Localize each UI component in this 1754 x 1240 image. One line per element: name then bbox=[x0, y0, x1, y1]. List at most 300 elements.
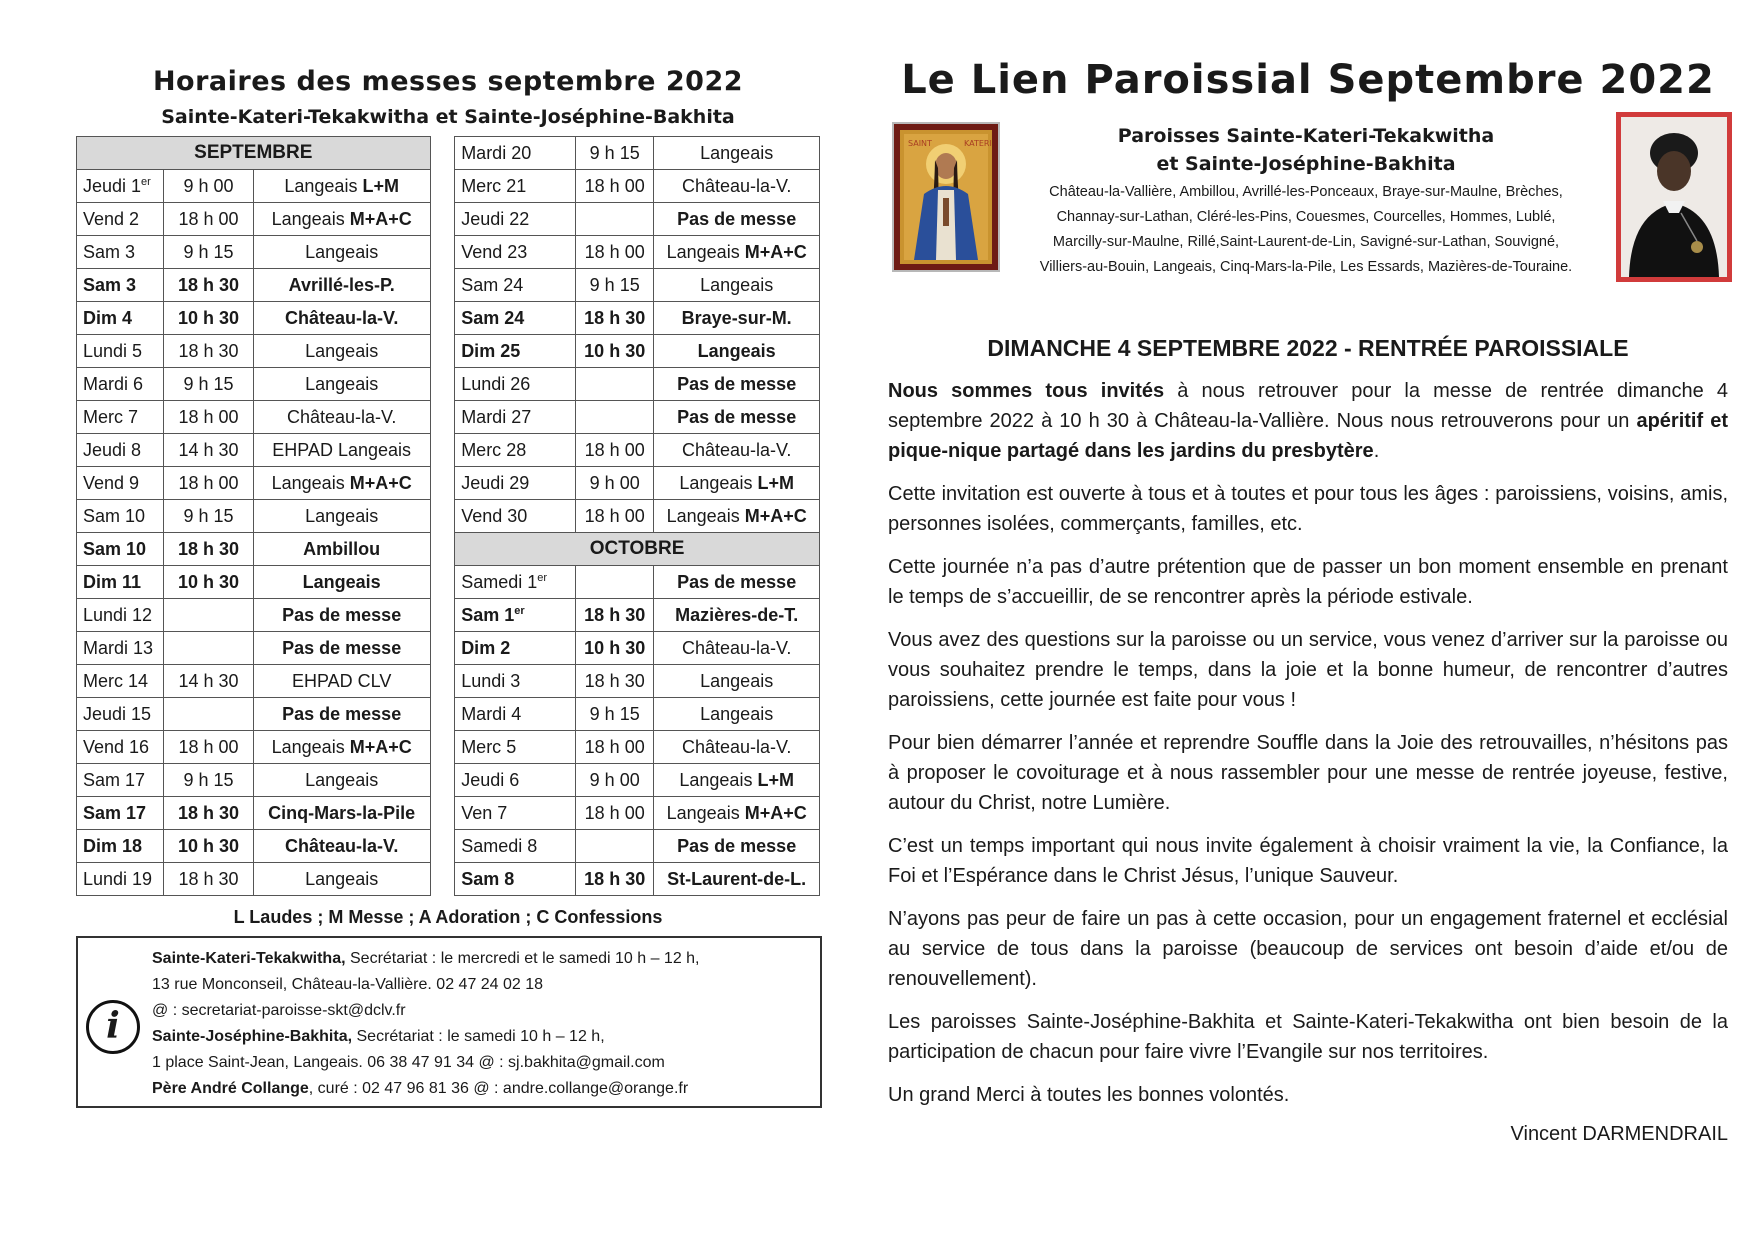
schedule-day-text: Sam 24 bbox=[461, 307, 525, 328]
schedule-day-text: Dim 4 bbox=[83, 307, 133, 328]
schedule-place bbox=[654, 632, 820, 665]
article-paragraph-2: Cette invitation est ouverte à tous et à toutes et pour tous les âges : paroissiens, voisins, amis, personnes isolées, commerçants, familles, etc. bbox=[888, 483, 1728, 535]
schedule-day-text: Vend 23 bbox=[461, 241, 528, 262]
schedule-time: 9 h 00 bbox=[164, 170, 254, 203]
schedule-day-text: Merc 5 bbox=[461, 736, 517, 757]
contact-line-5: 1 place Saint-Jean, Langeais. 06 38 47 91 34 @ : sj.bakhita@gmail.com bbox=[152, 1054, 665, 1071]
column-separator bbox=[430, 137, 455, 170]
schedule-day-text: Dim 18 bbox=[83, 835, 143, 856]
schedule-time: 10 h 30 bbox=[164, 302, 254, 335]
column-separator bbox=[430, 533, 455, 566]
schedule-place-text: Langeais bbox=[284, 175, 363, 196]
schedule-place bbox=[654, 467, 820, 500]
schedule-office-codes: M+A+C bbox=[744, 505, 807, 526]
mass-schedule-panel bbox=[76, 56, 820, 1108]
schedule-day bbox=[77, 500, 164, 533]
towns-line-3: Marcilly-sur-Maulne, Rillé,Saint-Laurent-de-Lin, Savigné-sur-Lathan, Souvigné, bbox=[1052, 234, 1560, 250]
schedule-day bbox=[455, 401, 576, 434]
schedule-time: 10 h 30 bbox=[576, 335, 654, 368]
bulletin-header bbox=[888, 112, 1728, 292]
table-row bbox=[77, 335, 820, 368]
schedule-place-text: Château-la-V. bbox=[681, 736, 792, 757]
schedule-place bbox=[253, 830, 430, 863]
contact-line-6 bbox=[152, 1076, 700, 1102]
schedule-place-text: Cinq-Mars-la-Pile bbox=[268, 802, 416, 823]
schedule-day-text: Sam 24 bbox=[461, 274, 524, 295]
article-signature: Vincent DARMENDRAIL bbox=[1510, 1123, 1728, 1145]
schedule-time: 9 h 15 bbox=[576, 269, 654, 302]
table-row bbox=[77, 302, 820, 335]
article-headline: DIMANCHE 4 SEPTEMBRE 2022 - RENTRÉE PAROISSIALE bbox=[987, 335, 1629, 361]
schedule-day-text: Lundi 3 bbox=[461, 670, 521, 691]
schedule-place-text: Pas de messe bbox=[677, 835, 797, 856]
schedule-day bbox=[455, 467, 576, 500]
schedule-day-text: Vend 2 bbox=[83, 208, 140, 229]
schedule-day bbox=[77, 236, 164, 269]
schedule-place bbox=[654, 698, 820, 731]
contact-priest-name: Père André Collange bbox=[152, 1080, 309, 1097]
column-separator bbox=[430, 599, 455, 632]
schedule-day-text: Sam 10 bbox=[83, 538, 147, 559]
schedule-time bbox=[164, 698, 254, 731]
article-body bbox=[888, 376, 1728, 1110]
schedule-time: 18 h 00 bbox=[576, 434, 654, 467]
table-row bbox=[77, 368, 820, 401]
schedule-day bbox=[77, 401, 164, 434]
schedule-day-text: Vend 30 bbox=[461, 505, 528, 526]
schedule-title: Horaires des messes septembre 2022 bbox=[152, 66, 744, 97]
schedule-place-text: Langeais bbox=[700, 142, 774, 163]
column-separator bbox=[430, 335, 455, 368]
schedule-time: 14 h 30 bbox=[164, 665, 254, 698]
schedule-place bbox=[654, 566, 820, 599]
schedule-place bbox=[654, 236, 820, 269]
schedule-day bbox=[77, 566, 164, 599]
table-row bbox=[77, 500, 820, 533]
schedule-day bbox=[77, 599, 164, 632]
schedule-place bbox=[654, 302, 820, 335]
table-row bbox=[77, 599, 820, 632]
schedule-place-text: St-Laurent-de-L. bbox=[667, 868, 807, 889]
schedule-day-text: Lundi 12 bbox=[83, 604, 153, 625]
column-separator bbox=[430, 566, 455, 599]
schedule-time bbox=[164, 599, 254, 632]
october-header: OCTOBRE bbox=[455, 533, 820, 566]
schedule-place-text: Langeais bbox=[700, 274, 774, 295]
parish-info bbox=[1006, 122, 1606, 280]
schedule-place-text: Langeais bbox=[305, 340, 379, 361]
schedule-day bbox=[455, 599, 576, 632]
schedule-day bbox=[77, 797, 164, 830]
schedule-place bbox=[253, 632, 430, 665]
ordinal-suffix: er bbox=[537, 571, 548, 584]
schedule-time bbox=[576, 401, 654, 434]
schedule-place-text: Langeais bbox=[700, 670, 774, 691]
schedule-place bbox=[654, 170, 820, 203]
column-separator bbox=[430, 368, 455, 401]
schedule-day bbox=[455, 236, 576, 269]
p1-bold-end: apéritif et pique-nique partagé dans les jardins du presbytère bbox=[888, 410, 1728, 462]
schedule-day-text: Vend 16 bbox=[83, 736, 150, 757]
schedule-time: 18 h 00 bbox=[164, 203, 254, 236]
schedule-day-text: Jeudi 22 bbox=[461, 208, 530, 229]
column-separator bbox=[430, 830, 455, 863]
schedule-day-text: Lundi 19 bbox=[83, 868, 153, 889]
schedule-place-text: Château-la-V. bbox=[284, 835, 399, 856]
schedule-day bbox=[455, 170, 576, 203]
september-header: SEPTEMBRE bbox=[77, 137, 431, 170]
schedule-place bbox=[253, 401, 430, 434]
schedule-day bbox=[77, 368, 164, 401]
schedule-place bbox=[253, 731, 430, 764]
saint-kateri-icon-image bbox=[892, 122, 1000, 272]
column-separator bbox=[430, 863, 455, 896]
schedule-day-text: Dim 11 bbox=[83, 571, 142, 592]
schedule-time: 10 h 30 bbox=[576, 632, 654, 665]
schedule-time: 9 h 15 bbox=[164, 764, 254, 797]
p1-middle: à nous retrouver pour la messe de rentrée dimanche 4 septembre 2022 à 10 h 30 à Château-la-Vallière. Nous nous retrouverons pour un bbox=[888, 380, 1728, 432]
schedule-office-codes: M+A+C bbox=[744, 241, 807, 262]
article-paragraph-5: Pour bien démarrer l’année et reprendre Souffle dans la Joie des retrouvailles, n’hésitons pas à proposer le covoiturage et à nous rassembler pour une messe de rentrée joyeuse, festive, autour du Christ, notre Lumière. bbox=[888, 732, 1728, 814]
schedule-day bbox=[455, 368, 576, 401]
schedule-day-text: Sam 17 bbox=[83, 802, 147, 823]
parish-name-line-1: Paroisses Sainte-Kateri-Tekakwitha bbox=[1117, 125, 1495, 147]
schedule-place bbox=[253, 599, 430, 632]
schedule-time: 9 h 15 bbox=[576, 137, 654, 170]
schedule-day bbox=[77, 632, 164, 665]
schedule-day bbox=[77, 698, 164, 731]
schedule-time: 18 h 30 bbox=[164, 533, 254, 566]
schedule-time bbox=[576, 830, 654, 863]
table-row bbox=[77, 632, 820, 665]
schedule-place bbox=[253, 236, 430, 269]
schedule-day-text: Jeudi 1 bbox=[83, 175, 142, 196]
schedule-place-text: Pas de messe bbox=[282, 604, 402, 625]
schedule-place bbox=[654, 368, 820, 401]
schedule-place-text: Pas de messe bbox=[282, 703, 402, 724]
schedule-time bbox=[164, 632, 254, 665]
schedule-place-text: Mazières-de-T. bbox=[675, 604, 799, 625]
contact-lines bbox=[152, 946, 700, 1102]
schedule-time: 18 h 00 bbox=[576, 731, 654, 764]
contact-sjb-hours: Secrétariat : le samedi 10 h – 12 h, bbox=[352, 1028, 605, 1045]
table-row bbox=[77, 269, 820, 302]
schedule-time: 18 h 30 bbox=[576, 863, 654, 896]
schedule-day-text: Samedi 8 bbox=[461, 835, 538, 856]
schedule-place-text: Château-la-V. bbox=[286, 406, 397, 427]
column-separator bbox=[430, 764, 455, 797]
schedule-time: 18 h 30 bbox=[164, 797, 254, 830]
contact-sjb-name: Sainte-Joséphine-Bakhita, bbox=[152, 1028, 353, 1045]
schedule-place bbox=[253, 368, 430, 401]
schedule-day-text: Merc 7 bbox=[83, 406, 139, 427]
schedule-place bbox=[253, 863, 430, 896]
contact-line-3: @ : secretariat-paroisse-skt@dclv.fr bbox=[152, 1002, 406, 1019]
schedule-day-text: Merc 21 bbox=[461, 175, 527, 196]
schedule-day-text: Samedi 1 bbox=[461, 571, 538, 592]
contact-line-1 bbox=[152, 946, 700, 972]
p1-period: . bbox=[1373, 440, 1380, 462]
schedule-place-text: Ambillou bbox=[303, 538, 381, 559]
article-paragraph-1 bbox=[888, 376, 1728, 466]
contact-line-4 bbox=[152, 1024, 700, 1050]
table-row bbox=[77, 236, 820, 269]
table-row bbox=[77, 401, 820, 434]
schedule-place bbox=[654, 863, 820, 896]
schedule-place bbox=[253, 566, 430, 599]
schedule-day bbox=[455, 500, 576, 533]
schedule-day-text: Mardi 20 bbox=[461, 142, 532, 163]
schedule-subtitle: Sainte-Kateri-Tekakwitha et Sainte-Joséphine-Bakhita bbox=[161, 106, 735, 128]
schedule-time: 18 h 00 bbox=[164, 401, 254, 434]
schedule-place-text: Langeais bbox=[305, 769, 379, 790]
schedule-place-text: Langeais bbox=[305, 868, 379, 889]
schedule-office-codes: M+A+C bbox=[349, 472, 412, 493]
schedule-time: 18 h 30 bbox=[576, 302, 654, 335]
schedule-day bbox=[455, 137, 576, 170]
schedule-office-codes: L+M bbox=[757, 769, 794, 790]
schedule-day-text: Sam 3 bbox=[83, 241, 136, 262]
article-paragraph-9: Un grand Merci à toutes les bonnes volontés. bbox=[888, 1084, 1290, 1106]
schedule-place-text: Langeais bbox=[666, 802, 745, 823]
schedule-day bbox=[455, 203, 576, 236]
schedule-day-text: Mardi 4 bbox=[461, 703, 522, 724]
schedule-day-text: Sam 1 bbox=[461, 604, 515, 625]
schedule-time: 18 h 00 bbox=[576, 170, 654, 203]
table-row bbox=[77, 665, 820, 698]
contact-line-2: 13 rue Monconseil, Château-la-Vallière. 02 47 24 02 18 bbox=[152, 976, 544, 993]
schedule-place-text: Langeais bbox=[666, 505, 745, 526]
table-row bbox=[77, 434, 820, 467]
schedule-place-text: Langeais bbox=[679, 472, 758, 493]
schedule-day bbox=[455, 797, 576, 830]
schedule-place bbox=[253, 203, 430, 236]
schedule-day-text: Jeudi 15 bbox=[83, 703, 152, 724]
contact-priest-details: , curé : 02 47 96 81 36 @ : andre.collange@orange.fr bbox=[308, 1080, 689, 1097]
schedule-place-text: Langeais bbox=[271, 208, 350, 229]
schedule-day-text: Sam 8 bbox=[461, 868, 515, 889]
schedule-day bbox=[455, 830, 576, 863]
column-separator bbox=[430, 467, 455, 500]
schedule-day bbox=[77, 302, 164, 335]
towns-line-2: Channay-sur-Lathan, Cléré-les-Pins, Couesmes, Courcelles, Hommes, Lublé, bbox=[1056, 209, 1556, 225]
schedule-day bbox=[77, 863, 164, 896]
saint-kateri-icon bbox=[894, 124, 998, 270]
schedule-place bbox=[253, 797, 430, 830]
schedule-time: 9 h 15 bbox=[164, 368, 254, 401]
schedule-place bbox=[253, 764, 430, 797]
schedule-day bbox=[455, 764, 576, 797]
saint-josephine-portrait bbox=[1621, 117, 1727, 277]
schedule-day-text: Dim 25 bbox=[461, 340, 521, 361]
schedule-place-text: Château-la-V. bbox=[681, 439, 792, 460]
schedule-day-text: Lundi 26 bbox=[461, 373, 531, 394]
table-row bbox=[77, 566, 820, 599]
schedule-time: 18 h 00 bbox=[576, 500, 654, 533]
schedule-place bbox=[253, 434, 430, 467]
schedule-day bbox=[77, 533, 164, 566]
saint-josephine-photo bbox=[1616, 112, 1732, 282]
schedule-place-text: Langeais bbox=[679, 769, 758, 790]
schedule-place bbox=[253, 665, 430, 698]
schedule-place-text: Langeais bbox=[271, 472, 350, 493]
schedule-office-codes: M+A+C bbox=[744, 802, 807, 823]
column-separator bbox=[430, 797, 455, 830]
schedule-place-text: EHPAD Langeais bbox=[272, 439, 412, 460]
schedule-day bbox=[455, 863, 576, 896]
schedule-time: 9 h 15 bbox=[164, 500, 254, 533]
schedule-day-text: Vend 9 bbox=[83, 472, 140, 493]
column-separator bbox=[430, 236, 455, 269]
schedule-office-codes: M+A+C bbox=[349, 736, 412, 757]
schedule-time: 18 h 30 bbox=[164, 335, 254, 368]
column-separator bbox=[430, 170, 455, 203]
column-separator bbox=[430, 632, 455, 665]
schedule-office-codes: L+M bbox=[362, 175, 399, 196]
schedule-day bbox=[455, 665, 576, 698]
schedule-place-text: Château-la-V. bbox=[681, 175, 792, 196]
schedule-place-text: Langeais bbox=[305, 505, 379, 526]
schedule-place-text: EHPAD CLV bbox=[291, 670, 392, 691]
column-separator bbox=[430, 203, 455, 236]
table-row bbox=[77, 533, 820, 566]
schedule-time bbox=[576, 566, 654, 599]
schedule-time: 18 h 30 bbox=[576, 599, 654, 632]
schedule-place-text: Langeais bbox=[305, 241, 379, 262]
schedule-place bbox=[654, 137, 820, 170]
schedule-day-text: Mardi 13 bbox=[83, 637, 154, 658]
schedule-time: 18 h 30 bbox=[164, 863, 254, 896]
schedule-time: 18 h 00 bbox=[576, 797, 654, 830]
article-paragraph-8: Les paroisses Sainte-Joséphine-Bakhita et Sainte-Kateri-Tekakwitha ont bien besoin de la participation de chacun pour faire vivre l’Evangile sur nos territoires. bbox=[888, 1011, 1728, 1063]
article-paragraph-6: C’est un temps important qui nous invite également à choisir vraiment la vie, la Confiance, la Foi et l’Espérance dans le Christ Jésus, l’unique Sauveur. bbox=[888, 835, 1728, 887]
icon-label-kateri: KATERI bbox=[964, 139, 992, 148]
schedule-day-text: Jeudi 29 bbox=[461, 472, 530, 493]
contact-box bbox=[76, 936, 822, 1108]
schedule-time: 9 h 00 bbox=[576, 764, 654, 797]
schedule-time: 18 h 30 bbox=[576, 665, 654, 698]
schedule-day-text: Sam 3 bbox=[83, 274, 137, 295]
schedule-place-text: Langeais bbox=[700, 703, 774, 724]
schedule-day bbox=[455, 302, 576, 335]
schedule-time: 10 h 30 bbox=[164, 830, 254, 863]
schedule-place bbox=[654, 731, 820, 764]
p1-bold-start: Nous sommes tous invités bbox=[888, 380, 1165, 402]
schedule-day-text: Merc 14 bbox=[83, 670, 149, 691]
article-paragraph-4: Vous avez des questions sur la paroisse ou un service, vous venez d’arriver sur la paroisse ou vous souhaitez prendre le temps, dans la joie et la bonne humeur, de rencontrer d’autres paroissiens, cette journée est faite pour vous ! bbox=[888, 629, 1728, 711]
schedule-day-text: Sam 10 bbox=[83, 505, 146, 526]
schedule-day bbox=[77, 830, 164, 863]
schedule-table bbox=[76, 136, 820, 896]
table-row bbox=[77, 137, 820, 170]
schedule-time bbox=[576, 203, 654, 236]
parish-towns bbox=[1006, 180, 1606, 280]
table-row bbox=[77, 467, 820, 500]
schedule-day bbox=[77, 203, 164, 236]
schedule-place-text: Braye-sur-M. bbox=[681, 307, 792, 328]
schedule-place bbox=[654, 599, 820, 632]
table-row bbox=[77, 203, 820, 236]
schedule-place bbox=[654, 401, 820, 434]
schedule-day bbox=[455, 335, 576, 368]
schedule-time: 18 h 00 bbox=[164, 731, 254, 764]
schedule-day-text: Jeudi 8 bbox=[83, 439, 142, 460]
info-icon: i bbox=[86, 1000, 140, 1054]
table-row bbox=[77, 797, 820, 830]
schedule-place bbox=[253, 533, 430, 566]
towns-line-4: Villiers-au-Bouin, Langeais, Cinq-Mars-la-Pile, Les Essards, Mazières-de-Touraine. bbox=[1039, 259, 1573, 275]
bulletin-title: Le Lien Paroissial Septembre 2022 bbox=[901, 57, 1715, 103]
schedule-day-text: Mardi 27 bbox=[461, 406, 532, 427]
table-row bbox=[77, 731, 820, 764]
schedule-place bbox=[654, 335, 820, 368]
schedule-place bbox=[654, 434, 820, 467]
icon-label-saint: SAINT bbox=[908, 139, 932, 148]
schedule-place-text: Pas de messe bbox=[677, 208, 797, 229]
schedule-legend: L Laudes ; M Messe ; A Adoration ; C Confessions bbox=[233, 907, 663, 927]
column-separator bbox=[430, 665, 455, 698]
schedule-place bbox=[253, 698, 430, 731]
schedule-time: 9 h 00 bbox=[576, 467, 654, 500]
schedule-time bbox=[576, 368, 654, 401]
schedule-day bbox=[77, 764, 164, 797]
schedule-day bbox=[77, 665, 164, 698]
schedule-day-text: Merc 28 bbox=[461, 439, 527, 460]
towns-line-1: Château-la-Vallière, Ambillou, Avrillé-les-Ponceaux, Braye-sur-Maulne, Brèches, bbox=[1049, 184, 1563, 200]
schedule-place bbox=[253, 170, 430, 203]
table-row bbox=[77, 170, 820, 203]
schedule-place-text: Langeais bbox=[697, 340, 776, 361]
schedule-place-text: Pas de messe bbox=[677, 406, 797, 427]
schedule-place-text: Pas de messe bbox=[677, 571, 797, 592]
schedule-time: 9 h 15 bbox=[164, 236, 254, 269]
table-row bbox=[77, 698, 820, 731]
schedule-office-codes: M+A+C bbox=[349, 208, 412, 229]
schedule-day-text: Ven 7 bbox=[461, 802, 508, 823]
schedule-place bbox=[654, 830, 820, 863]
schedule-day bbox=[77, 434, 164, 467]
parish-name-line-2: et Sainte-Joséphine-Bakhita bbox=[1156, 153, 1456, 175]
schedule-day bbox=[77, 731, 164, 764]
column-separator bbox=[430, 731, 455, 764]
column-separator bbox=[430, 302, 455, 335]
column-separator bbox=[430, 269, 455, 302]
schedule-day bbox=[77, 467, 164, 500]
schedule-place bbox=[654, 665, 820, 698]
schedule-place-text: Langeais bbox=[666, 241, 745, 262]
schedule-office-codes: L+M bbox=[757, 472, 794, 493]
schedule-place bbox=[654, 269, 820, 302]
schedule-day bbox=[455, 566, 576, 599]
schedule-place bbox=[253, 269, 430, 302]
schedule-place-text: Langeais bbox=[302, 571, 381, 592]
article-paragraph-7: N’ayons pas peur de faire un pas à cette occasion, pour un engagement fraternel et ecclésial au service de tous dans la paroisse (beaucoup de services ont besoin d’aide et/ou de renouvellement). bbox=[888, 908, 1728, 990]
column-separator bbox=[430, 698, 455, 731]
schedule-day bbox=[455, 269, 576, 302]
schedule-place-text: Pas de messe bbox=[677, 373, 797, 394]
schedule-place-text: Langeais bbox=[271, 736, 350, 757]
schedule-time: 10 h 30 bbox=[164, 566, 254, 599]
schedule-day bbox=[77, 170, 164, 203]
column-separator bbox=[430, 434, 455, 467]
schedule-place bbox=[654, 203, 820, 236]
contact-skt-name: Sainte-Kateri-Tekakwitha, bbox=[152, 950, 346, 967]
schedule-place-text: Château-la-V. bbox=[284, 307, 399, 328]
schedule-day-text: Dim 2 bbox=[461, 637, 511, 658]
column-separator bbox=[430, 401, 455, 434]
schedule-place bbox=[654, 500, 820, 533]
schedule-day bbox=[455, 731, 576, 764]
